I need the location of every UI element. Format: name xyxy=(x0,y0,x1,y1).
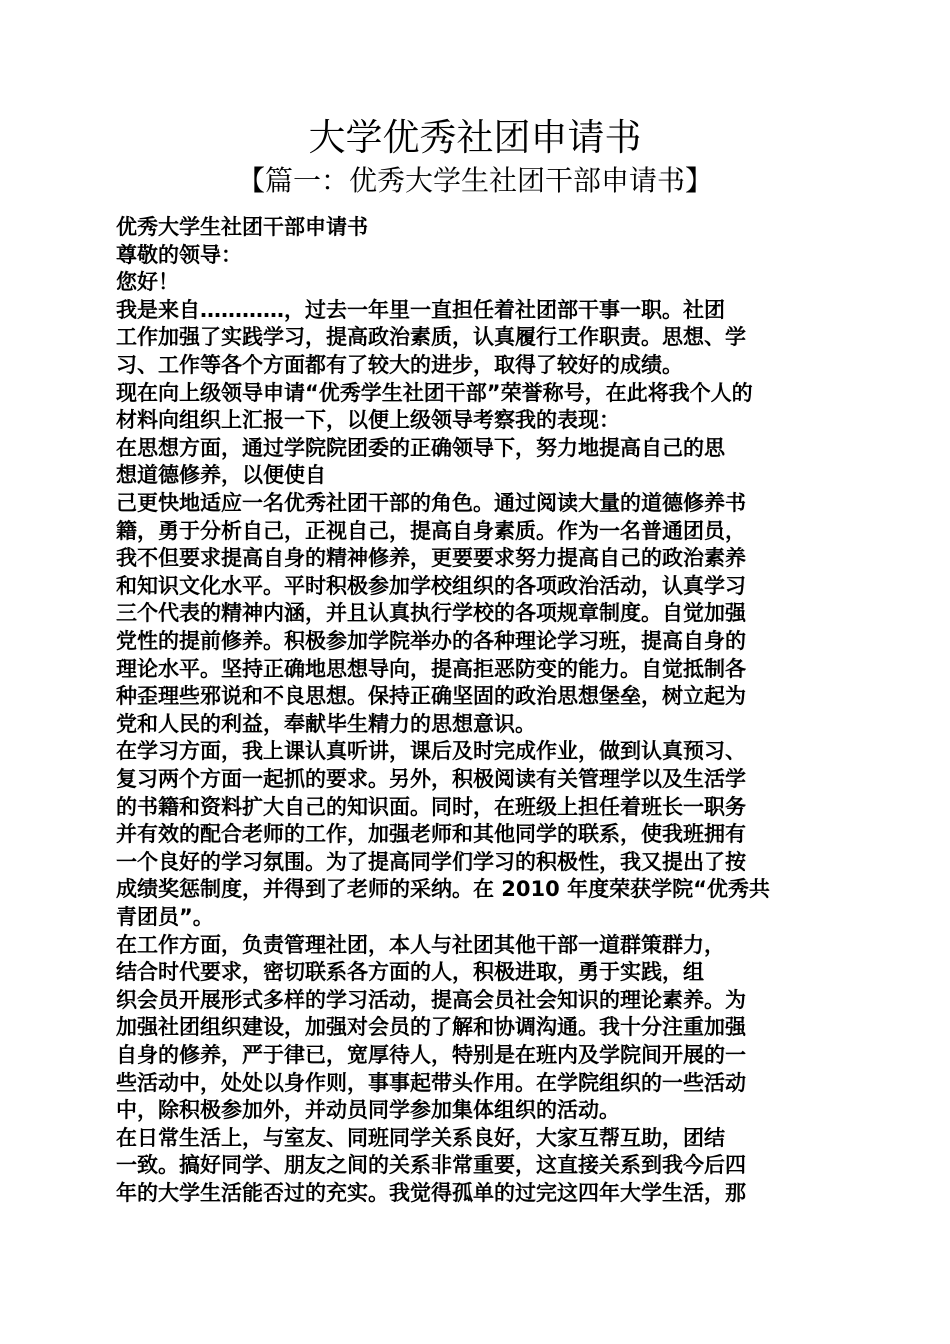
text-line: 在工作方面，负责管理社团，本人与社团其他干部一道群策群力， xyxy=(116,932,725,957)
text-line: 一致。搞好同学、朋友之间的关系非常重要，这直接关系到我今后四 xyxy=(116,1153,746,1178)
text-line: 优秀大学生社团干部申请书 xyxy=(116,215,368,239)
text-line: 的书籍和资料扩大自己的知识面。同时，在班级上担任着班长一职务 xyxy=(116,794,746,819)
text-line: 加强社团组织建设，加强对会员的了解和协调沟通。我十分注重加强 xyxy=(116,1015,746,1040)
text-line: 习、工作等各个方面都有了较大的进步，取得了较好的成绩。 xyxy=(116,353,683,377)
text-line: 青团员”。 xyxy=(116,905,214,929)
text-line: 在学习方面，我上课认真听讲，课后及时完成作业，做到认真预习、 xyxy=(116,739,746,764)
text-line: 一个良好的学习氛围。为了提高同学们学习的积极性，我又提出了按 xyxy=(116,849,746,874)
text-line: 在思想方面，通过学院院团委的正确领导下，努力地提高自己的思 xyxy=(116,435,725,460)
text-line: 结合时代要求，密切联系各方面的人，积极进取，勇于实践，组 xyxy=(116,960,704,985)
text-line: 党和人民的利益，奉献毕生精力的思想意识。 xyxy=(116,711,536,736)
text-line: 您好！ xyxy=(116,270,179,295)
text-line: 年的大学生活能否过的充实。我觉得孤单的过完这四年大学生活，那 xyxy=(116,1181,746,1205)
text-line: 我是来自…………，过去一年里一直担任着社团部干事一职。社团 xyxy=(116,297,725,322)
text-line: 中，除积极参加外，并动员同学参加集体组织的活动。 xyxy=(116,1098,620,1123)
text-line: 三个代表的精神内涵，并且认真执行学校的各项规章制度。自觉加强 xyxy=(116,601,746,626)
text-line: 种歪理些邪说和不良思想。保持正确坚固的政治思想堡垒，树立起为 xyxy=(116,684,746,709)
text-line: 理论水平。坚持正确地思想导向，提高拒恶防变的能力。自觉抵制各 xyxy=(116,656,746,681)
text-line: 成绩奖惩制度，并得到了老师的采纳。在 2010 年度荣获学院“优秀共 xyxy=(116,877,770,902)
text-line: 些活动中，处处以身作则，事事起带头作用。在学院组织的一些活动 xyxy=(116,1070,746,1095)
text-line: 并有效的配合老师的工作，加强老师和其他同学的联系，使我班拥有 xyxy=(116,822,746,847)
text-line: 自身的修养，严于律已，宽厚待人，特别是在班内及学院间开展的一 xyxy=(116,1043,746,1067)
text-line: 籍，勇于分析自己，正视自己，提高自身素质。作为一名普通团员， xyxy=(116,518,746,543)
text-line: 党性的提前修养。积极参加学院举办的各种理论学习班，提高自身的 xyxy=(116,629,746,653)
document-subtitle: 【篇一：优秀大学生社团干部申请书】 xyxy=(236,164,713,197)
text-line: 复习两个方面一起抓的要求。另外，积极阅读有关管理学以及生活学 xyxy=(116,767,746,791)
text-line: 现在向上级领导申请“优秀学生社团干部”荣誉称号，在此将我个人的 xyxy=(116,380,753,405)
text-line: 想道德修养，以便使自 xyxy=(116,463,326,488)
text-line: 尊敬的领导： xyxy=(116,242,242,267)
text-line: 在日常生活上，与室友、同班同学关系良好，大家互帮互助，团结 xyxy=(116,1125,725,1150)
text-line: 工作加强了实践学习，提高政治素质，认真履行工作职责。思想、学 xyxy=(116,325,746,350)
text-line: 材料向组织上汇报一下，以便上级领导考察我的表现： xyxy=(116,408,620,433)
text-line: 织会员开展形式多样的学习活动，提高会员社会知识的理论素养。为 xyxy=(116,987,746,1012)
text-line: 和知识文化水平。平时积极参加学校组织的各项政治活动，认真学习 xyxy=(116,573,746,598)
document-title: 大学优秀社团申请书 xyxy=(308,116,642,159)
text-line: 己更快地适应一名优秀社团干部的角色。通过阅读大量的道德修养书 xyxy=(116,491,746,515)
text-line: 我不但要求提高自身的精神修养，更要要求努力提高自己的政治素养 xyxy=(116,546,746,571)
